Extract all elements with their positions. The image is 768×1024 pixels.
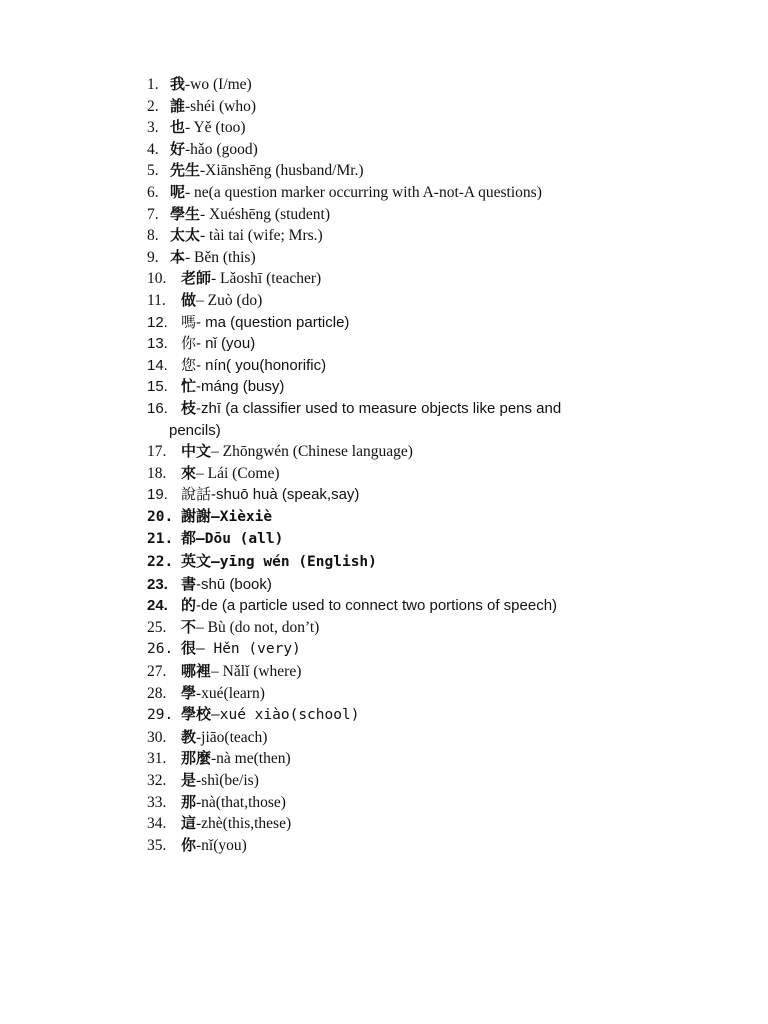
item-number: 8. xyxy=(147,227,159,245)
item-number: 20. xyxy=(147,508,174,525)
list-item xyxy=(147,683,747,705)
item-number: 15. xyxy=(147,378,168,396)
item-hanzi: 本 xyxy=(170,247,186,266)
item-definition: - tài tai (wife; Mrs.) xyxy=(200,227,323,245)
item-number: 26. xyxy=(147,641,174,658)
item-hanzi: 那麼 xyxy=(181,749,212,768)
item-definition: – Zhōngwén (Chinese language) xyxy=(211,443,413,461)
item-number: 19. xyxy=(147,486,168,504)
item-definition: -jiāo(teach) xyxy=(196,728,268,746)
item-definition: -nà(that,those) xyxy=(196,793,286,811)
item-definition: - nín( you(honorific) xyxy=(196,356,327,374)
item-hanzi: 哪裡 xyxy=(181,662,212,681)
list-item xyxy=(147,551,747,574)
list-item xyxy=(147,96,747,118)
list-item xyxy=(147,204,747,226)
list-item xyxy=(147,813,747,835)
item-definition: – Zuò (do) xyxy=(196,291,263,309)
item-hanzi: 是 xyxy=(181,771,197,789)
item-hanzi: 枝 xyxy=(181,398,197,417)
item-hanzi: 說話 xyxy=(181,485,212,504)
list-item xyxy=(147,727,747,749)
list-item xyxy=(147,506,747,529)
item-number: 7. xyxy=(147,205,159,223)
item-number: 4. xyxy=(147,140,159,158)
item-definition: - nǐ (you) xyxy=(196,335,256,353)
list-item xyxy=(147,528,747,551)
list-item xyxy=(147,247,747,269)
item-number: 23. xyxy=(147,575,168,593)
item-hanzi: 都 xyxy=(181,529,197,548)
item-hanzi: 學校 xyxy=(181,705,212,724)
item-number: 21. xyxy=(147,531,174,548)
item-number: 2. xyxy=(147,97,159,115)
item-hanzi: 誰 xyxy=(170,96,186,115)
item-number: 32. xyxy=(147,772,167,789)
item-number: 35. xyxy=(147,836,167,854)
item-definition: -nǐ(you) xyxy=(196,836,247,854)
item-definition: - Xuéshēng (student) xyxy=(200,205,331,223)
list-item xyxy=(147,574,747,596)
item-definition: –Dōu (all) xyxy=(196,531,284,548)
list-item xyxy=(147,792,747,814)
item-number: 30. xyxy=(147,728,167,746)
list-item xyxy=(147,74,747,96)
item-definition: –xué xiào(school) xyxy=(211,707,360,724)
item-hanzi: 這 xyxy=(181,814,197,833)
item-definition: - Běn (this) xyxy=(185,248,256,266)
item-number: 27. xyxy=(147,663,167,681)
item-hanzi: 謝謝 xyxy=(181,506,212,525)
item-number: 11. xyxy=(147,291,166,309)
item-hanzi: 書 xyxy=(181,574,197,593)
list-item xyxy=(147,268,747,290)
item-number: 22. xyxy=(147,554,174,571)
item-hanzi: 老師 xyxy=(181,269,212,288)
item-hanzi: 我 xyxy=(170,75,186,93)
item-definition: -shì(be/is) xyxy=(196,772,259,789)
item-hanzi: 好 xyxy=(170,139,186,158)
item-hanzi: 英文 xyxy=(181,552,212,571)
item-definition: – Hěn (very) xyxy=(196,641,301,658)
item-number: 16. xyxy=(147,399,168,417)
list-item xyxy=(147,484,747,506)
item-number: 29. xyxy=(147,707,174,724)
item-hanzi: 來 xyxy=(181,463,197,482)
item-hanzi: 你 xyxy=(181,334,197,353)
item-hanzi: 你 xyxy=(181,835,197,854)
item-definition: -shéi (who) xyxy=(185,97,257,115)
item-definition: -wo (I/me) xyxy=(185,76,252,93)
list-item xyxy=(147,770,747,792)
item-definition: – Bù (do not, don’t) xyxy=(196,618,320,636)
list-item xyxy=(147,139,747,161)
item-definition: -shuō huà (speak,say) xyxy=(211,486,360,504)
list-item xyxy=(147,312,747,334)
item-definition: -nà me(then) xyxy=(211,750,291,768)
item-definition: – Lái (Come) xyxy=(196,464,280,482)
item-definition: - Yě (too) xyxy=(185,119,246,137)
item-hanzi: 嗎 xyxy=(181,312,197,331)
item-number: 9. xyxy=(147,248,159,266)
item-definition: -xué(learn) xyxy=(196,684,265,702)
list-item xyxy=(147,290,747,312)
list-item xyxy=(147,398,647,441)
item-hanzi: 不 xyxy=(181,617,197,636)
item-number: 1. xyxy=(147,76,159,93)
list-item xyxy=(147,595,747,617)
item-definition: –Xièxiè xyxy=(211,508,273,525)
list-item xyxy=(147,441,747,463)
item-definition: -zhè(this,these) xyxy=(196,815,292,833)
item-definition: -zhī (a classifier used to measure objects like pens and xyxy=(196,399,562,417)
item-hanzi: 那 xyxy=(181,792,197,811)
list-item xyxy=(147,182,747,204)
item-hanzi: 也 xyxy=(170,118,186,137)
list-item xyxy=(147,748,747,770)
item-definition: - ma (question particle) xyxy=(196,313,350,331)
item-hanzi: 忙 xyxy=(181,377,197,396)
list-item xyxy=(147,376,747,398)
list-item xyxy=(147,160,747,182)
item-number: 6. xyxy=(147,183,159,201)
item-number: 10. xyxy=(147,270,167,288)
item-hanzi: 教 xyxy=(181,727,197,746)
item-definition-continued: pencils) xyxy=(169,421,221,439)
item-hanzi: 先生 xyxy=(170,161,201,180)
item-hanzi: 您 xyxy=(181,355,197,374)
list-item xyxy=(147,355,747,377)
item-number: 3. xyxy=(147,119,159,137)
item-hanzi: 學 xyxy=(181,683,197,702)
list-item xyxy=(147,661,747,683)
item-definition: -de (a particle used to connect two portions of speech) xyxy=(196,597,558,615)
list-item xyxy=(147,617,747,639)
item-hanzi: 中文 xyxy=(181,442,212,461)
item-definition: -shū (book) xyxy=(196,575,272,593)
item-number: 34. xyxy=(147,815,167,833)
item-hanzi: 做 xyxy=(181,290,197,309)
item-number: 33. xyxy=(147,793,167,811)
item-definition: - ne(a question marker occurring with A-not-A questions) xyxy=(185,183,542,201)
item-number: 24. xyxy=(147,597,168,615)
item-hanzi: 的 xyxy=(181,596,197,615)
item-number: 14. xyxy=(147,356,168,374)
item-hanzi: 學生 xyxy=(170,204,201,223)
list-item xyxy=(147,638,747,661)
item-definition: -hǎo (good) xyxy=(185,140,258,158)
item-number: 31. xyxy=(147,750,167,768)
item-number: 17. xyxy=(147,443,167,461)
list-item xyxy=(147,463,747,485)
item-definition: -máng (busy) xyxy=(196,378,285,396)
item-number: 28. xyxy=(147,684,167,702)
item-number: 12. xyxy=(147,313,168,331)
item-hanzi: 呢 xyxy=(170,182,186,201)
item-hanzi: 太太 xyxy=(170,226,201,245)
list-item xyxy=(147,117,747,139)
item-definition: -Xiānshēng (husband/Mr.) xyxy=(200,162,364,180)
list-item xyxy=(147,225,747,247)
vocabulary-list xyxy=(147,74,747,856)
item-hanzi: 很 xyxy=(181,639,197,658)
list-item xyxy=(147,835,747,857)
item-definition: –yīng wén (English) xyxy=(211,554,377,571)
list-item-first-line xyxy=(147,398,647,420)
list-item xyxy=(147,333,747,355)
item-number: 5. xyxy=(147,162,159,180)
item-definition: - Lǎoshī (teacher) xyxy=(211,270,322,288)
list-item xyxy=(147,704,747,727)
item-number: 25. xyxy=(147,618,167,636)
item-definition: – Nǎlǐ (where) xyxy=(211,663,302,681)
item-number: 13. xyxy=(147,335,168,353)
item-number: 18. xyxy=(147,464,167,482)
